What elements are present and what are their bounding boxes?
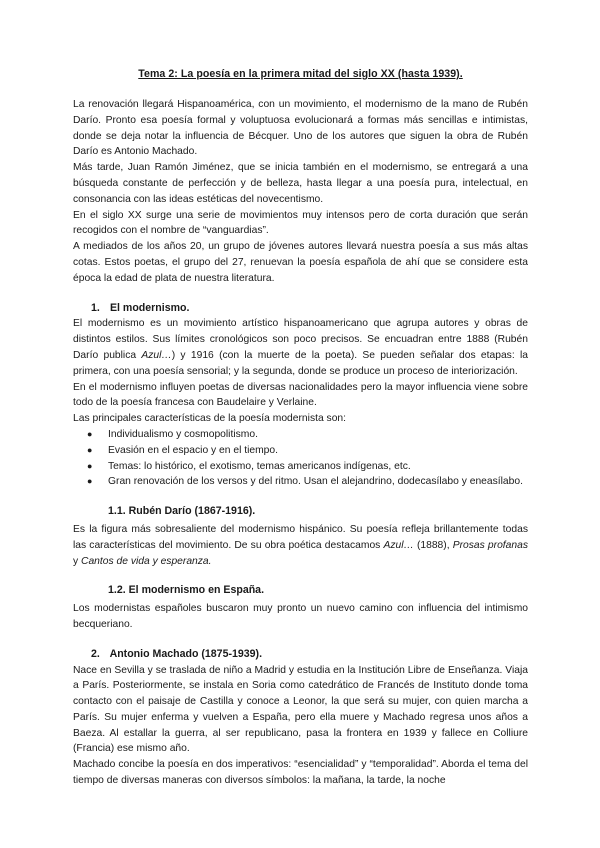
italic-title: Cantos de vida y esperanza. (81, 555, 212, 567)
italic-title: Prosas profanas (452, 539, 528, 551)
intro-paragraph: La renovación llegará Hispanoamérica, con un movimiento, el modernismo de la mano de Rubén Darío. Pronto esa poesía formal y voluptuosa evolucionará a formas más sencillas e intimistas, donde se deja notar la influencia de Bécquer. Uno de los autores que siguen la obra de Rubén Darío es Antonio Machado. (73, 99, 528, 158)
section-heading-machado (91, 647, 528, 663)
italic-title: Azul… (383, 539, 414, 551)
modernismo-paragraph: Las principales características de la poesía modernista son: (73, 413, 347, 425)
text-span: El modernismo es un movimiento artístico hispanoamericano que agrupa autores y obras de distintos estilos. Sus límites cronológicos son poco precisos. Se encuadran entre 1888 (Rubén Darío publica (73, 318, 528, 361)
text-span: ) y 1916 (con la muerte de la poeta). Se pueden señalar dos etapas: la primera, con una poesía sensorial; y la segunda, donde se produce un proceso de interiorización. (73, 349, 528, 377)
section-number: 1. (91, 301, 100, 314)
subsection-heading-ruben-dario: 1.1. Rubén Darío (1867-1916). (108, 505, 256, 518)
list-item-text: Individualismo y cosmopolitismo. (108, 428, 258, 440)
subsection-heading-modernismo-espana: 1.2. El modernismo en España. (108, 584, 265, 597)
ruben-dario-paragraph (73, 522, 528, 569)
section-title: Antonio Machado (1875-1939). (109, 647, 263, 660)
document-title: Tema 2: La poesía en la primera mitad del siglo XX (hasta 1939). (138, 68, 463, 80)
text-span: (1888), (413, 539, 453, 551)
list-item-text: Temas: lo histórico, el exotismo, temas americanos indígenas, etc. (108, 460, 411, 472)
machado-paragraph: Machado concibe la poesía en dos imperativos: “esencialidad” y “temporalidad”. Aborda el tema del tiempo de diversas maneras con diversos símbolos: la mañana, la tarde, la noche (73, 759, 528, 787)
intro-section (73, 97, 528, 287)
bullet-icon: ● (87, 444, 93, 455)
intro-paragraph: A mediados de los años 20, un grupo de jóvenes autores llevará nuestra poesía a sus más altas cotas. Estos poetas, el grupo del 27, renuevan la poesía española de ahí que se considere esta época la edad de plata de nuestra literatura. (73, 241, 528, 284)
modernismo-paragraph: En el modernismo influyen poetas de diversas nacionalidades pero la mayor influencia viene sobre todo de la poesía francesa con Baudelaire y Verlaine. (73, 381, 528, 409)
list-item-text: Gran renovación de los versos y del ritmo. Usan el alejandrino, dodecasílabo y eneasílabo. (108, 476, 523, 488)
text-span: y (73, 555, 82, 567)
text-span: Es la figura más sobresaliente del modernismo hispánico. Su poesía refleja brillantemente todas las características del movimiento. De su obra poética destacamos (73, 523, 528, 551)
machado-paragraph: Nace en Sevilla y se traslada de niño a Madrid y estudia en la Institución Libre de Enseñanza. Viaja a París. Posteriormente, se instala en Soria como catedrático de Francés de Instituto donde toma contacto con el paisaje de Castilla y conoce a Leonor, la que será su mujer, con quien marcha a París. Su mujer enferma y vuelven a España, pero ella muere y Machado regresa unos años a Baeza. Al estallar la guerra, al ser republicano, pasa la frontera en 1939 y fallece en Colliure (Francia) ese mismo año. (73, 664, 528, 755)
section-heading-modernismo (91, 301, 528, 317)
document-page (73, 68, 528, 789)
section-title: El modernismo. (109, 301, 190, 314)
list-item (85, 427, 528, 443)
bullet-icon: ● (87, 460, 93, 471)
characteristics-list (73, 427, 528, 490)
modernismo-paragraph (73, 316, 528, 379)
intro-paragraph: En el siglo XX surge una serie de movimientos muy intensos pero de corta duración que serán recogidos con el nombre de “vanguardias”. (73, 209, 528, 237)
bullet-icon: ● (87, 476, 93, 487)
intro-paragraph: Más tarde, Juan Ramón Jiménez, que se inicia también en el modernismo, se entregará a una búsqueda constante de perfección y de belleza, hasta llegar a una poesía pura, intelectual, en consonancia con las ideas estéticas del novecentismo. (73, 162, 528, 205)
bullet-icon: ● (87, 428, 93, 439)
list-item (85, 459, 528, 475)
section-number: 2. (91, 647, 100, 660)
list-item (85, 443, 528, 459)
list-item-text: Evasión en el espacio y en el tiempo. (108, 444, 278, 456)
modernismo-espana-paragraph: Los modernistas españoles buscaron muy pronto un nuevo camino con influencia del intimismo becqueriano. (73, 603, 528, 630)
italic-title: Azul… (141, 349, 172, 361)
list-item (85, 474, 528, 490)
